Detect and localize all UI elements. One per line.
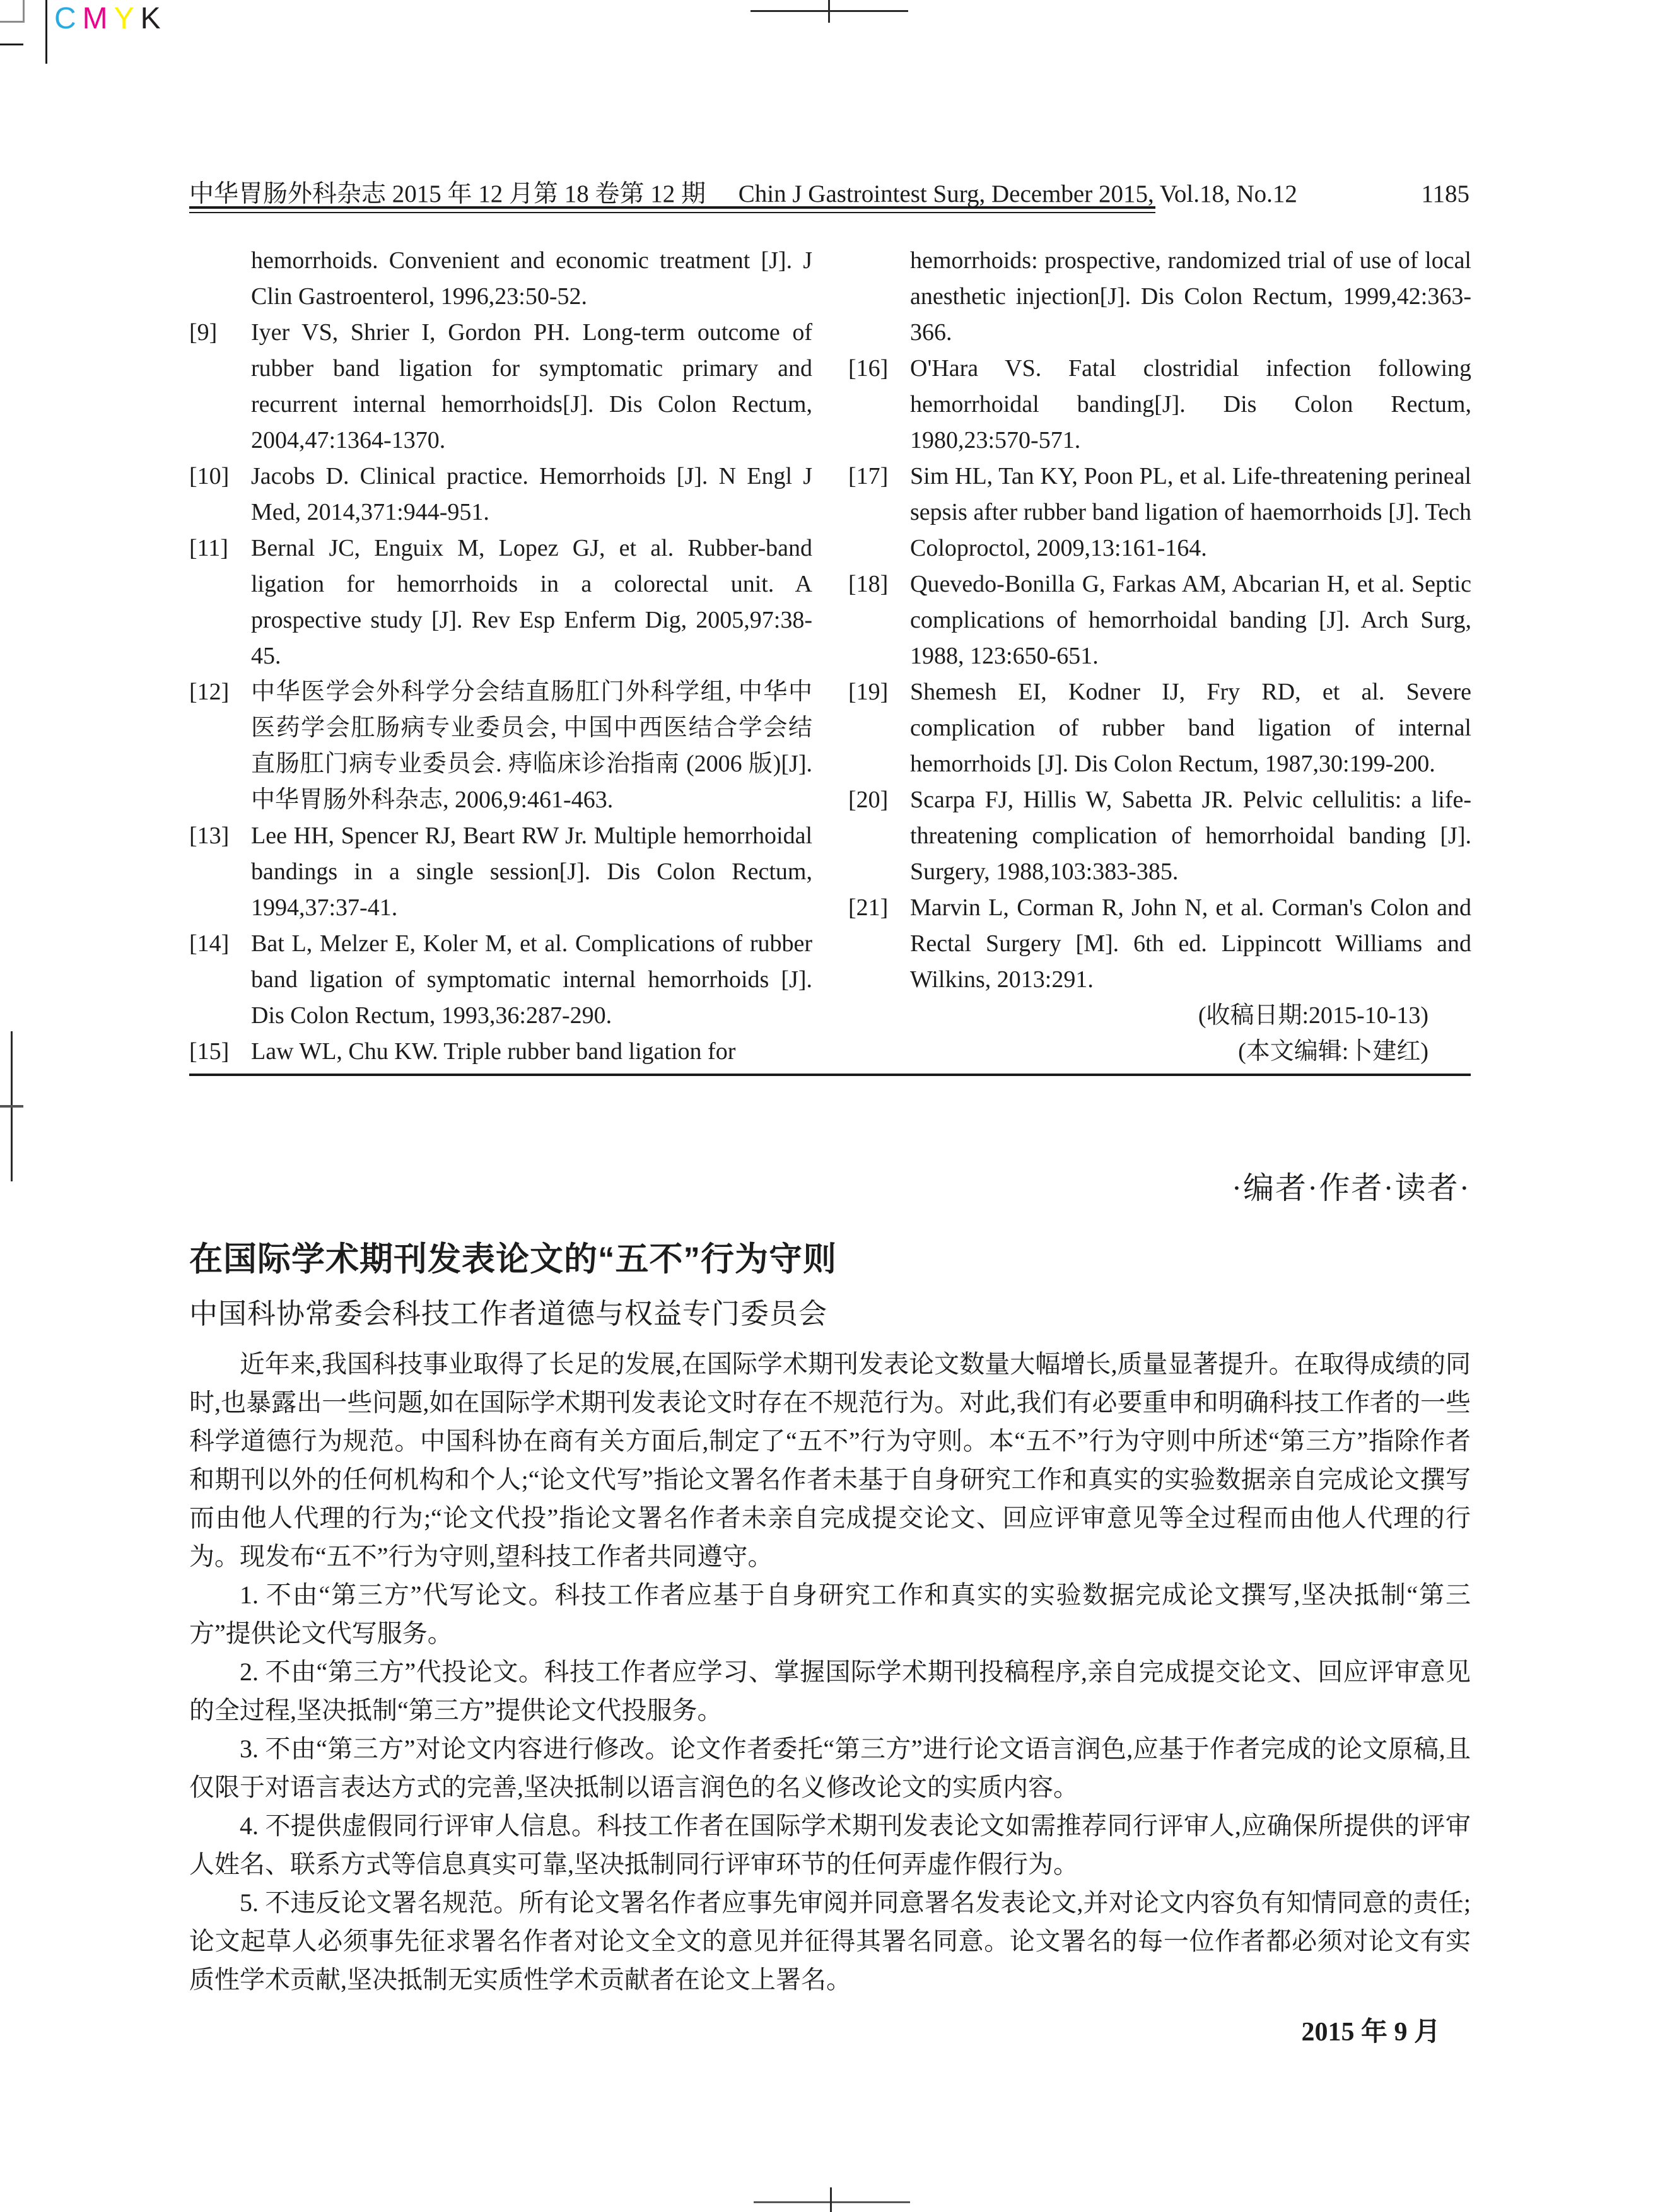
article-date: 2015 年 9 月 bbox=[1301, 2018, 1440, 2047]
reference-text: hemorrhoids: prospective, randomized trial of use of local anesthetic injection[J]. Dis Colon Rectum, 1999,42:363-366. bbox=[910, 247, 1471, 346]
journal-title-chinese: 中华胃肠外科杂志 2015 年 12 月第 18 卷第 12 期 bbox=[189, 180, 706, 208]
reference-number: [14] bbox=[189, 930, 230, 957]
section-label: ·编者·作者·读者· bbox=[1231, 1171, 1471, 1205]
crop-tick-horizontal bbox=[0, 44, 23, 45]
reference-number: [16] bbox=[848, 355, 889, 382]
crop-tick-vertical bbox=[45, 0, 47, 64]
article-paragraph: 2. 不由“第三方”代投论文。科技工作者应学习、掌握国际学术期刊投稿程序,亲自完成提交论文、回应评审意见的全过程,坚决抵制“第三方”提供论文代投服务。 bbox=[189, 1658, 1471, 1724]
reference-text: Quevedo-Bonilla G, Farkas AM, Abcarian H, et al. Septic complications of hemorrhoidal banding [J]. Arch Surg, 1988, 123:650-651. bbox=[910, 571, 1471, 669]
reference-number: [11] bbox=[189, 535, 228, 561]
crop-corner-mark bbox=[0, 0, 25, 23]
article-body bbox=[189, 1345, 1471, 1999]
registration-cross-left bbox=[0, 1105, 23, 1108]
reference-text: Sim HL, Tan KY, Poon PL, et al. Life-threatening perineal sepsis after rubber band ligation of haemorrhoids [J]. Tech Coloproctol, 2009,13:161-164. bbox=[910, 463, 1471, 561]
reference-item bbox=[848, 674, 1471, 782]
reference-text: O'Hara VS. Fatal clostridial infection following hemorrhoidal banding[J]. Dis Colon Rectum, 1980,23:570-571. bbox=[910, 355, 1471, 454]
reference-item bbox=[848, 243, 1471, 351]
reference-number: [12] bbox=[189, 679, 230, 705]
article-paragraph: 近年来,我国科技事业取得了长足的发展,在国际学术期刊发表论文数量大幅增长,质量显著提升。在取得成绩的同时,也暴露出一些问题,如在国际学术期刊发表论文时存在不规范行为。对此,我们有必要重申和明确科技工作者的一些科学道德行为规范。中国科协在商有关方面后,制定了“五不”行为守则。本“五不”行为守则中所述“第三方”指除作者和期刊以外的任何机构和个人;“论文代写”指论文署名作者未基于自身研究工作和真实的实验数据亲自完成论文撰写而由他人代理的行为;“论文代投”指论文署名作者未亲自完成提交论文、回应评审意见等全过程而由他人代理的行为。现发布“五不”行为守则,望科技工作者共同遵守。 bbox=[189, 1350, 1471, 1571]
received-date: (收稿日期:2015-10-13) bbox=[1198, 1002, 1428, 1029]
cmyk-color-bar bbox=[54, 1, 167, 36]
reference-text: Marvin L, Corman R, John N, et al. Corman's Colon and Rectal Surgery [M]. 6th ed. Lippincott Williams and Wilkins, 2013:291. bbox=[910, 894, 1471, 993]
reference-number: [17] bbox=[848, 463, 889, 489]
reference-text: Bat L, Melzer E, Koler M, et al. Complications of rubber band ligation of symptomatic internal hemorrhoids [J]. Dis Colon Rectum, 1993,36:287-290. bbox=[251, 930, 812, 1029]
article-paragraph: 1. 不由“第三方”代写论文。科技工作者应基于自身研究工作和真实的实验数据完成论文撰写,坚决抵制“第三方”提供论文代写服务。 bbox=[189, 1581, 1471, 1647]
reference-item bbox=[189, 459, 812, 530]
article-title: 在国际学术期刊发表论文的“五不”行为守则 bbox=[189, 1240, 837, 1278]
reference-text: hemorrhoids. Convenient and economic treatment [J]. J Clin Gastroenterol, 1996,23:50-52. bbox=[251, 247, 812, 310]
cmyk-letter-y: Y bbox=[114, 2, 141, 35]
article-paragraph: 4. 不提供虚假同行评审人信息。科技工作者在国际学术期刊发表论文如需推荐同行评审人,应确保所提供的评审人姓名、联系方式等信息真实可靠,坚决抵制同行评审环节的任何弄虚作假行为。 bbox=[189, 1811, 1471, 1878]
reference-text: Iyer VS, Shrier I, Gordon PH. Long-term outcome of rubber band ligation for symptomatic primary and recurrent internal hemorrhoids[J]. Dis Colon Rectum, 2004,47:1364-1370. bbox=[251, 319, 812, 454]
reference-text: Jacobs D. Clinical practice. Hemorrhoids [J]. N Engl J Med, 2014,371:944-951. bbox=[251, 463, 812, 525]
reference-text: Lee HH, Spencer RJ, Beart RW Jr. Multiple hemorrhoidal bandings in a single session[J]. Dis Colon Rectum, 1994,37:37-41. bbox=[251, 822, 812, 921]
registration-cross-bottom-vertical bbox=[830, 2187, 832, 2212]
reference-item bbox=[848, 782, 1471, 890]
article-author: 中国科协常委会科技工作者道德与权益专门委员会 bbox=[189, 1298, 828, 1330]
journal-title-english: Chin J Gastrointest Surg, December 2015, Vol.18, No.12 bbox=[738, 180, 1297, 208]
editor-note: (本文编辑:卜建红) bbox=[1238, 1038, 1428, 1065]
article-paragraph: 3. 不由“第三方”对论文内容进行修改。论文作者委托“第三方”进行论文语言润色,应基于作者完成的论文原稿,且仅限于对语言表达方式的完善,坚决抵制以语言润色的名义修改论文的实质内容。 bbox=[189, 1735, 1471, 1801]
reference-number: [18] bbox=[848, 571, 889, 597]
cmyk-letter-c: C bbox=[54, 2, 83, 35]
reference-text: Law WL, Chu KW. Triple rubber band ligation for bbox=[251, 1038, 736, 1065]
reference-item bbox=[189, 315, 812, 459]
journal-title-line bbox=[189, 174, 1297, 209]
running-head bbox=[189, 174, 1469, 209]
header-rule bbox=[189, 206, 1155, 213]
cmyk-letter-k: K bbox=[140, 2, 167, 35]
reference-item bbox=[189, 818, 812, 926]
reference-item bbox=[848, 351, 1471, 459]
reference-text: Bernal JC, Enguix M, Lopez GJ, et al. Rubber-band ligation for hemorrhoids in a colorectal unit. A prospective study [J]. Rev Esp Enferm Dig, 2005,97:38-45. bbox=[251, 535, 812, 669]
reference-item bbox=[848, 890, 1471, 998]
reference-item bbox=[189, 1034, 812, 1070]
reference-list-right bbox=[848, 243, 1471, 998]
cmyk-letter-m: M bbox=[82, 2, 114, 35]
reference-number: [19] bbox=[848, 679, 889, 705]
reference-item bbox=[189, 530, 812, 674]
registration-cross-top-vertical bbox=[828, 0, 830, 23]
reference-number: [10] bbox=[189, 463, 230, 489]
reference-item bbox=[189, 926, 812, 1034]
reference-column-left bbox=[189, 243, 812, 1070]
reference-text: 中华医学会外科学分会结直肠肛门外科学组, 中华中医药学会肛肠病专业委员会, 中国中西医结合学会结直肠肛门病专业委员会. 痔临床诊治指南 (2006 版)[J]. 中华胃肠外科杂志, 2006,9:461-463. bbox=[251, 679, 812, 813]
reference-column-right bbox=[848, 243, 1471, 1070]
reference-text: Shemesh EI, Kodner IJ, Fry RD, et al. Severe complication of rubber band ligation of internal hemorrhoids [J]. Dis Colon Rectum, 1987,30:199-200. bbox=[910, 679, 1471, 777]
page-number: 1185 bbox=[1421, 180, 1469, 208]
reference-number: [20] bbox=[848, 787, 889, 813]
reference-item bbox=[848, 459, 1471, 566]
registration-cross-bottom bbox=[754, 2201, 910, 2203]
reference-item bbox=[189, 674, 812, 818]
reference-number: [9] bbox=[189, 319, 218, 346]
reference-number: [13] bbox=[189, 822, 230, 849]
reference-number: [21] bbox=[848, 894, 889, 921]
article-paragraph: 5. 不违反论文署名规范。所有论文署名作者应事先审阅并同意署名发表论文,并对论文内容负有知情同意的责任;论文起草人必须事先征求署名作者对论文全文的意见并征得其署名同意。论文署名的每一位作者都必须对论文有实质性学术贡献,坚决抵制无实质性学术贡献者在论文上署名。 bbox=[189, 1888, 1471, 1994]
reference-text: Scarpa FJ, Hillis W, Sabetta JR. Pelvic cellulitis: a life-threatening complication of hemorrhoidal banding [J]. Surgery, 1988,103:383-385. bbox=[910, 787, 1471, 885]
reference-number: [15] bbox=[189, 1038, 230, 1065]
reference-item bbox=[189, 243, 812, 315]
reference-item bbox=[848, 566, 1471, 674]
section-divider-rule bbox=[189, 1074, 1471, 1076]
